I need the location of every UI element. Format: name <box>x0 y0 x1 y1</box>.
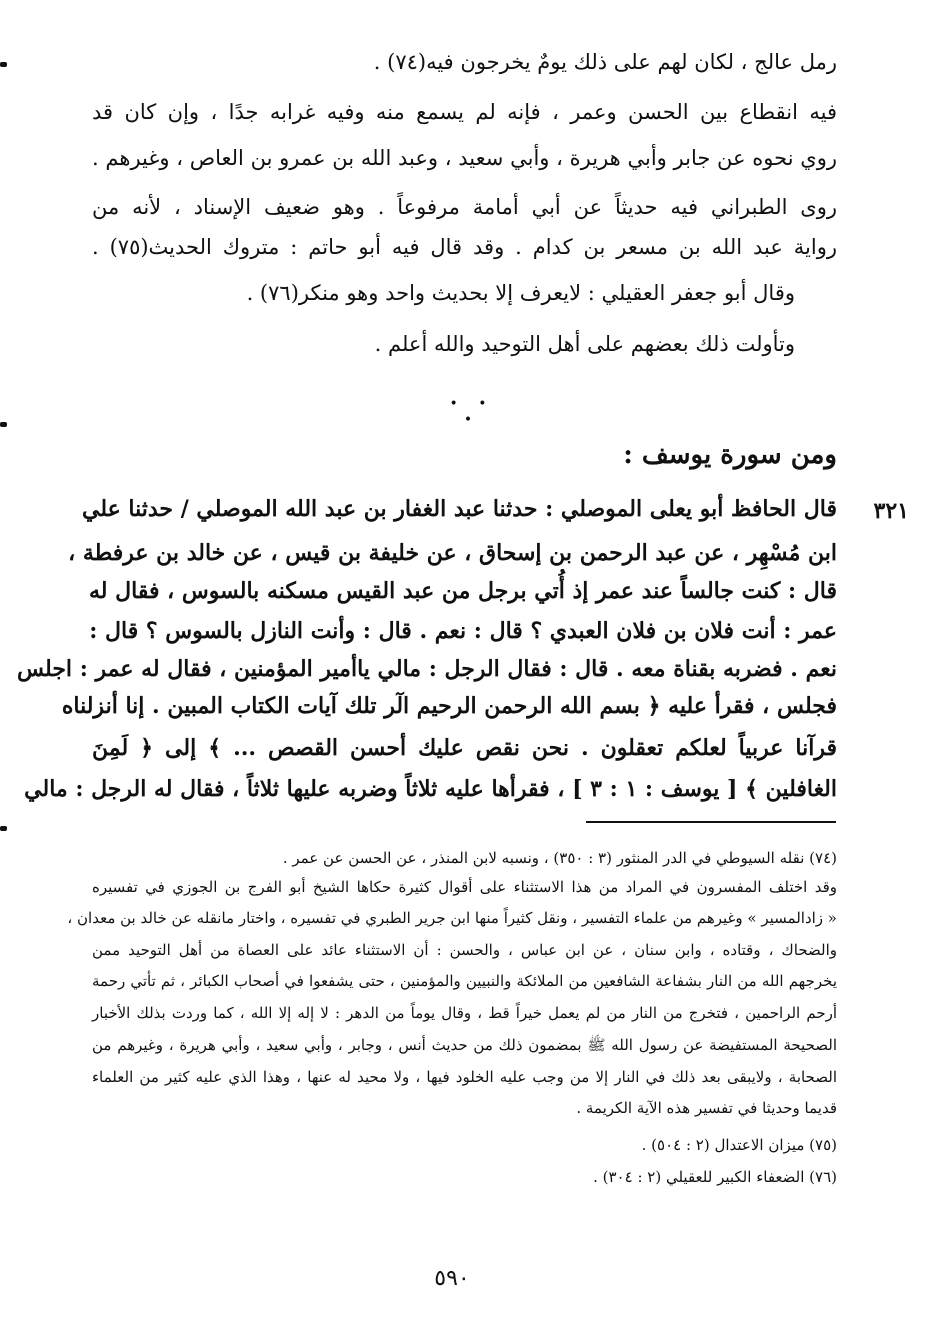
hadith-line: قال الحافظ أبو يعلى الموصلي : حدثنا عبد الغفار بن عبد الله الموصلي / حدثنا علي <box>82 496 837 522</box>
footnote-separator-rule <box>586 821 836 823</box>
scan-edge-mark <box>0 826 7 831</box>
body-line: وقال أبو جعفر العقيلي : لايعرف إلا بحديث واحد وهو منكر(٧٦) . <box>246 281 795 305</box>
footnote-line: قديما وحديثا في تفسير هذه الآية الكريمة . <box>576 1099 837 1117</box>
hadith-line: عمر : أنت فلان بن فلان العبدي ؟ قال : نعم . قال : وأنت النازل بالسوس ؟ قال : <box>89 618 837 644</box>
body-line: روي نحوه عن جابر وأبي هريرة ، وأبي سعيد ، وعبد الله بن عمرو بن العاص ، وغيرهم . <box>92 146 837 170</box>
body-line: رمل عالج ، لكان لهم على ذلك يومٌ يخرجون فيه(٧٤) . <box>373 50 837 74</box>
footnote-line: (٧٥) ميزان الاعتدال (٢ : ٥٠٤) . <box>641 1136 837 1154</box>
section-heading: ومن سورة يوسف : <box>623 440 837 470</box>
footnote-line: « زادالمسير » وغيرهم من علماء التفسير ، ونقل كثيراً منها ابن جرير الطبري في تفسيره ، واختار مانقله عن خالد بن معدان ، <box>67 909 837 927</box>
footnote-line: الصحيحة المستفيضة عن رسول الله ﷺ بمضمون ذلك من حديث أنس ، وجابر ، وأبي سعيد ، وأبي هريرة ، وغيرهم من <box>92 1036 837 1054</box>
body-line: وتأولت ذلك بعضهم على أهل التوحيد والله أعلم . <box>374 332 795 356</box>
body-line: رواية عبد الله بن مسعر بن كدام . وقد قال فيه أبو حاتم : متروك الحديث(٧٥) . <box>92 235 837 259</box>
footnote-line: أرحم الراحمين ، فتخرج من النار من لم يعمل خيراً قط ، وقال يوماً من الدهر : لا إله إلا الله ، كما وردت بذلك الأخبار <box>92 1004 837 1022</box>
page-number: ٥٩٠ <box>434 1266 470 1291</box>
hadith-line: فجلس ، فقرأ عليه ﴿ بسم الله الرحمن الرحيم الٓر تلك آيات الكتاب المبين . إنا أنزلناه <box>61 693 837 719</box>
hadith-line: قرآنا عربياً لعلكم تعقلون . نحن نقص عليك أحسن القصص ... ﴾ إلى ﴿ لَمِنَ <box>92 735 837 761</box>
hadith-line: ابن مُسْهِر ، عن عبد الرحمن بن إسحاق ، عن خليفة بن قيس ، عن خالد بن عرفطة ، <box>68 540 837 566</box>
footnote-line: (٧٤) نقله السيوطي في الدر المنثور (٣ : ٣٥٠) ، ونسبه لابن المنذر ، عن الحسن عن عمر . <box>282 849 837 867</box>
hadith-line: الغافلين ﴾ [ يوسف : ١ : ٣ ] ، فقرأها عليه ثلاثاً وضربه عليها ثلاثاً ، فقال له الرجل : مالي <box>24 776 837 802</box>
footnote-line: الصحابة ، ولايبقى بعد ذلك في النار إلا من وجب عليه الخلود فيها ، ولا محيد له عنها ، وهذا الذي عليه كثير من العلماء <box>92 1068 837 1086</box>
scan-edge-mark <box>0 422 7 427</box>
section-separator: • • • <box>449 396 495 428</box>
footnote-line: يخرجهم الله من النار بشفاعة الشافعين من الملائكة والنبيين والمؤمنين ، حتى يشفعوا في أصحاب الكبائر ، ثم تأتي رحمة <box>92 972 837 990</box>
scan-edge-mark <box>0 62 7 67</box>
footnote-line: وقد اختلف المفسرون في المراد من هذا الاستثناء على أقوال كثيرة حكاها الشيخ أبو الفرج بن الجوزي في تفسيره <box>92 878 837 896</box>
hadith-line: نعم . فضربه بقناة معه . قال : فقال الرجل : مالي ياأمير المؤمنين ، فقال له عمر : اجلس <box>17 656 837 682</box>
footnote-line: (٧٦) الضعفاء الكبير للعقيلي (٢ : ٣٠٤) . <box>593 1168 837 1186</box>
footnote-line: والضحاك ، وقتاده ، وابن سنان ، عن ابن عباس ، والحسن : أن الاستثناء عائد على العصاة من أهل التوحيد ممن <box>92 941 837 959</box>
hadith-number: ٣٢١ <box>873 498 909 524</box>
hadith-line: قال : كنت جالساً عند عمر إذ أُتي برجل من عبد القيس مسكنه بالسوس ، فقال له <box>89 578 837 604</box>
body-line: روى الطبراني فيه حديثاً عن أبي أمامة مرفوعاً . وهو ضعيف الإسناد ، لأنه من <box>92 195 837 219</box>
body-line: فيه انقطاع بين الحسن وعمر ، فإنه لم يسمع منه وفيه غرابه جدًا ، وإن كان قد <box>92 100 837 124</box>
